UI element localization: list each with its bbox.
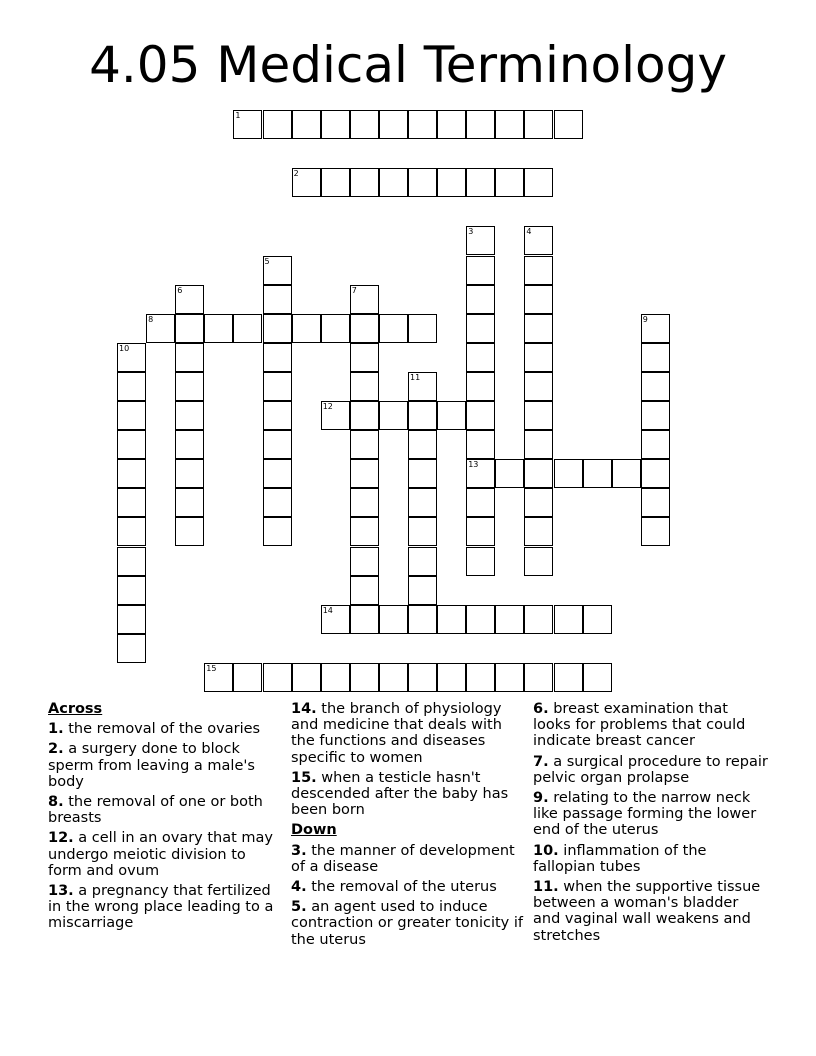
grid-cell[interactable]	[263, 488, 292, 517]
grid-cell[interactable]	[233, 110, 262, 139]
grid-cell[interactable]	[466, 605, 495, 634]
grid-cell[interactable]	[175, 314, 204, 343]
grid-cell[interactable]	[263, 517, 292, 546]
grid-cell[interactable]	[233, 314, 262, 343]
clue-across-8: 8. the removal of one or both breasts	[48, 794, 263, 827]
grid-cell[interactable]	[175, 285, 204, 314]
grid-cell[interactable]	[437, 401, 466, 430]
grid-cell[interactable]	[379, 314, 408, 343]
grid-cell[interactable]	[524, 430, 553, 459]
grid-cell[interactable]	[204, 314, 233, 343]
grid-cell[interactable]	[117, 634, 146, 663]
clue-number-label: 13	[468, 460, 479, 470]
grid-cell[interactable]	[350, 168, 379, 197]
clue-down-4: 4. the removal of the uterus	[291, 879, 497, 896]
grid-cell[interactable]	[292, 663, 321, 692]
grid-cell[interactable]	[204, 663, 233, 692]
grid-cell[interactable]	[466, 459, 495, 488]
grid-cell[interactable]	[408, 576, 437, 605]
grid-cell[interactable]	[379, 401, 408, 430]
across-heading: Across	[48, 701, 103, 717]
grid-cell[interactable]	[466, 314, 495, 343]
grid-cell[interactable]	[146, 314, 175, 343]
grid-cell[interactable]	[350, 547, 379, 576]
clue-number-label: 8	[148, 314, 154, 324]
clue-number-label: 11	[410, 372, 421, 382]
grid-cell[interactable]	[524, 110, 553, 139]
grid-cell[interactable]	[117, 605, 146, 634]
clue-number-label: 1	[235, 111, 241, 120]
grid-cell[interactable]	[466, 343, 495, 372]
grid-cell[interactable]	[350, 517, 379, 546]
clue-down-7: 7. a surgical procedure to repair pelvic organ prolapse	[533, 753, 768, 786]
clue-number-label: 7	[351, 285, 357, 295]
grid-cell[interactable]	[117, 343, 146, 372]
clue-number-label: 12	[322, 402, 333, 411]
grid-cell[interactable]	[408, 314, 437, 343]
grid-cell[interactable]	[524, 285, 553, 314]
grid-cell[interactable]	[408, 372, 437, 401]
down-heading: Down	[291, 822, 337, 839]
grid-cell[interactable]	[554, 663, 583, 692]
grid-cell[interactable]	[263, 343, 292, 372]
grid-cell[interactable]	[233, 663, 262, 692]
grid-cell[interactable]	[408, 401, 437, 430]
grid-cell[interactable]	[263, 372, 292, 401]
grid-cell[interactable]	[350, 459, 379, 488]
clue-down-10: 10. inflammation of the fallopian tubes	[533, 842, 707, 875]
grid-cell[interactable]	[263, 256, 292, 285]
grid-cell[interactable]	[612, 459, 641, 488]
grid-cell[interactable]	[408, 459, 437, 488]
grid-cell[interactable]	[466, 168, 495, 197]
grid-cell[interactable]	[350, 372, 379, 401]
grid-cell[interactable]	[321, 314, 350, 343]
clue-down-5: 5. an agent used to induce contraction or greater tonicity if the uterus	[291, 899, 523, 948]
grid-cell[interactable]	[466, 285, 495, 314]
grid-cell[interactable]	[466, 517, 495, 546]
grid-cell[interactable]	[263, 430, 292, 459]
grid-cell[interactable]	[263, 314, 292, 343]
grid-cell[interactable]	[321, 168, 350, 197]
grid-cell[interactable]	[175, 430, 204, 459]
grid-cell[interactable]	[466, 547, 495, 576]
grid-cell[interactable]	[524, 663, 553, 692]
clues-column-2	[291, 701, 527, 952]
clue-number-label: 14	[322, 605, 333, 615]
clue-down-3: 3. the manner of development of a disease	[291, 842, 515, 875]
clue-across-13: 13. a pregnancy that fertilized in the wrong place leading to a miscarriage	[48, 883, 274, 932]
grid-cell[interactable]	[466, 401, 495, 430]
clue-across-12: 12. a cell in an ovary that may undergo meiotic division to form and ovum	[48, 830, 273, 879]
grid-cell[interactable]	[350, 343, 379, 372]
clue-number-label: 15	[206, 663, 217, 673]
grid-cell[interactable]	[175, 401, 204, 430]
grid-cell[interactable]	[524, 256, 553, 285]
grid-cell[interactable]	[321, 110, 350, 139]
grid-cell[interactable]	[437, 168, 466, 197]
grid-cell[interactable]	[350, 576, 379, 605]
grid-cell[interactable]	[524, 401, 553, 430]
grid-cell[interactable]	[292, 168, 321, 197]
grid-cell[interactable]	[641, 343, 670, 372]
grid-cell[interactable]	[641, 314, 670, 343]
grid-cell[interactable]	[350, 488, 379, 517]
clue-across-14: 14. the branch of physiology and medicine that deals with the functions and diseases specific to women	[291, 701, 502, 766]
clues-column-1	[48, 701, 284, 936]
grid-cell[interactable]	[408, 547, 437, 576]
clue-down-9: 9. relating to the narrow neck like passage forming the lower end of the uterus	[533, 790, 757, 839]
grid-cell[interactable]	[495, 168, 524, 197]
grid-cell[interactable]	[292, 110, 321, 139]
grid-cell[interactable]	[524, 605, 553, 634]
grid-cell[interactable]	[408, 168, 437, 197]
grid-cell[interactable]	[641, 401, 670, 430]
grid-cell[interactable]	[263, 401, 292, 430]
grid-cell[interactable]	[466, 372, 495, 401]
grid-cell[interactable]	[495, 459, 524, 488]
clue-down-11: 11. when the supportive tissue between a woman's bladder and vaginal wall weakens and stretches	[533, 879, 761, 944]
grid-cell[interactable]	[117, 488, 146, 517]
grid-cell[interactable]	[350, 401, 379, 430]
grid-cell[interactable]	[466, 663, 495, 692]
grid-cell[interactable]	[379, 110, 408, 139]
grid-cell[interactable]	[321, 605, 350, 634]
grid-cell[interactable]	[583, 605, 612, 634]
grid-cell[interactable]	[408, 605, 437, 634]
clue-number-label: 2	[293, 169, 299, 179]
grid-cell[interactable]	[437, 663, 466, 692]
grid-cell[interactable]	[466, 488, 495, 517]
grid-cell[interactable]	[350, 663, 379, 692]
grid-cell[interactable]	[379, 168, 408, 197]
grid-cell[interactable]	[175, 459, 204, 488]
grid-cell[interactable]	[175, 372, 204, 401]
grid-cell[interactable]	[408, 517, 437, 546]
grid-cell[interactable]	[117, 430, 146, 459]
grid-cell[interactable]	[466, 430, 495, 459]
grid-cell[interactable]	[117, 547, 146, 576]
grid-cell[interactable]	[263, 285, 292, 314]
clue-across-15: 15. when a testicle hasn't descended after the baby has been born	[291, 769, 509, 819]
clue-number-label: 3	[468, 227, 474, 237]
clue-number-label: 6	[177, 285, 183, 295]
grid-cell[interactable]	[583, 459, 612, 488]
grid-cell[interactable]	[175, 517, 204, 546]
grid-cell[interactable]	[408, 430, 437, 459]
grid-cell[interactable]	[495, 663, 524, 692]
grid-cell[interactable]	[263, 663, 292, 692]
grid-cell[interactable]	[524, 226, 553, 255]
grid-cell[interactable]	[379, 605, 408, 634]
grid-cell[interactable]	[117, 517, 146, 546]
clue-across-2: 2. a surgery done to block sperm from leaving a male's body	[48, 741, 255, 790]
grid-cell[interactable]	[554, 605, 583, 634]
clue-across-1: 1. the removal of the ovaries	[48, 721, 261, 738]
grid-cell[interactable]	[175, 488, 204, 517]
grid-cell[interactable]	[408, 663, 437, 692]
grid-cell[interactable]	[263, 459, 292, 488]
grid-cell[interactable]	[263, 110, 292, 139]
grid-cell[interactable]	[292, 314, 321, 343]
grid-cell[interactable]	[437, 110, 466, 139]
grid-cell[interactable]	[524, 372, 553, 401]
clues-column-3	[533, 701, 769, 948]
grid-cell[interactable]	[408, 488, 437, 517]
grid-cell[interactable]	[641, 517, 670, 546]
clue-number-label: 9	[642, 314, 648, 324]
grid-cell[interactable]	[117, 459, 146, 488]
clue-number-label: 4	[526, 227, 532, 237]
grid-cell[interactable]	[321, 401, 350, 430]
grid-cell[interactable]	[641, 488, 670, 517]
grid-cell[interactable]	[641, 372, 670, 401]
grid-cell[interactable]	[583, 663, 612, 692]
grid-cell[interactable]	[524, 517, 553, 546]
grid-cell[interactable]	[466, 256, 495, 285]
grid-cell[interactable]	[175, 343, 204, 372]
grid-cell[interactable]	[117, 576, 146, 605]
grid-cell[interactable]	[350, 430, 379, 459]
grid-cell[interactable]	[524, 314, 553, 343]
grid-cell[interactable]	[350, 314, 379, 343]
grid-cell[interactable]	[466, 226, 495, 255]
grid-cell[interactable]	[379, 663, 408, 692]
grid-cell[interactable]	[466, 110, 495, 139]
grid-cell[interactable]	[524, 168, 553, 197]
clue-down-6: 6. breast examination that looks for problems that could indicate breast cancer	[533, 701, 746, 750]
clue-number-label: 10	[119, 343, 130, 353]
grid-cell[interactable]	[437, 605, 466, 634]
grid-cell[interactable]	[524, 547, 553, 576]
grid-cell[interactable]	[524, 459, 553, 488]
grid-cell[interactable]	[524, 488, 553, 517]
grid-cell[interactable]	[350, 110, 379, 139]
grid-cell[interactable]	[641, 430, 670, 459]
grid-cell[interactable]	[554, 110, 583, 139]
clue-number-label: 5	[264, 256, 270, 266]
grid-cell[interactable]	[350, 285, 379, 314]
grid-cell[interactable]	[554, 459, 583, 488]
grid-cell[interactable]	[641, 459, 670, 488]
grid-cell[interactable]	[408, 110, 437, 139]
grid-cell[interactable]	[117, 372, 146, 401]
grid-cell[interactable]	[350, 605, 379, 634]
page-title: 4.05 Medical Terminology	[89, 36, 727, 94]
grid-cell[interactable]	[321, 663, 350, 692]
grid-cell[interactable]	[495, 110, 524, 139]
grid-cell[interactable]	[524, 343, 553, 372]
grid-cell[interactable]	[495, 605, 524, 634]
grid-cell[interactable]	[117, 401, 146, 430]
